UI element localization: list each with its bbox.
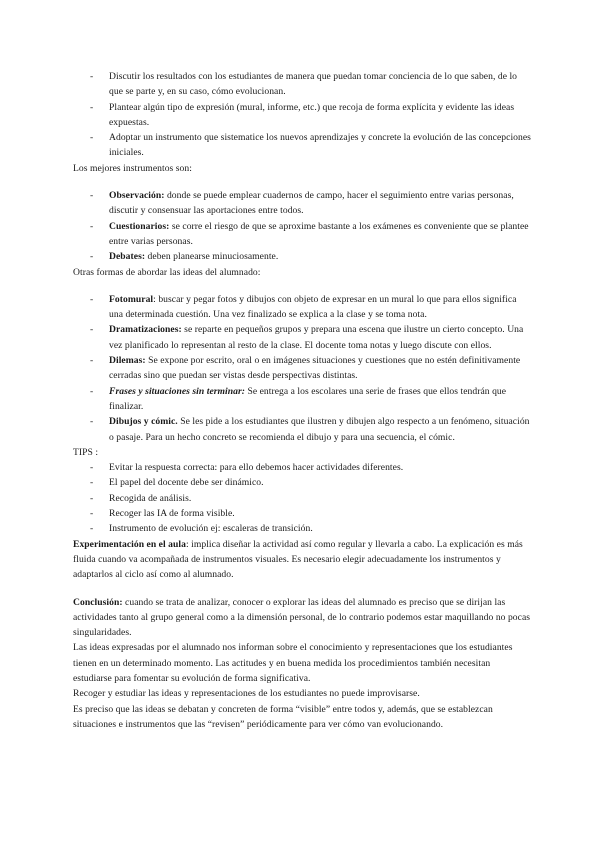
list-item [73, 249, 531, 264]
experimentacion-paragraph [73, 537, 531, 583]
reflection-list [73, 69, 531, 161]
list-item: - El papel del docente debe ser dinámico. [73, 475, 531, 490]
instruments-intro: Los mejores instrumentos son: [73, 162, 192, 174]
list-item [73, 292, 531, 323]
list-item: - Evitar la respuesta correcta: para ello debemos hacer actividades diferentes. [73, 460, 531, 475]
instruments-list [73, 188, 531, 264]
list-item [73, 188, 531, 219]
list-item [73, 384, 531, 415]
conclusion-paragraph [73, 595, 531, 641]
term: Conclusión: [73, 596, 123, 608]
list-item: - Adoptar un instrumento que sistematice los nuevos aprendizajes y concrete la evolución de las concepciones iniciales. [73, 130, 531, 161]
list-item [73, 322, 531, 353]
list-item: - Recoger las IA de forma visible. [73, 506, 531, 521]
tips-label: TIPS : [73, 446, 99, 458]
term: Cuestionarios: [109, 220, 170, 232]
list-item: - Plantear algún tipo de expresión (mural, informe, etc.) que recoja de forma explícita y evidente las ideas expuestas. [73, 100, 531, 131]
definition: : implica diseñar la actividad así como regular y llevarla a cabo. La explicación es más fluida cuando va acompañada de instrumentos visuales. Es necesario elegir adecuadamente los instrumentos y adaptarlos al ciclo así como al alumnado. [73, 538, 523, 581]
term: Dibujos y cómic. [109, 416, 178, 428]
definition: Se expone por escrito, oral o en imágenes situaciones y cuestiones que no estén definitivamente cerradas sino que puedan ser vistas desde perspectivas distintas. [109, 355, 521, 382]
definition: deben planearse minuciosamente. [145, 251, 279, 263]
list-item: - Recogida de análisis. [73, 491, 531, 506]
definition: Se les pide a los estudiantes que ilustren y dibujen algo respecto a un fenómeno, situación o pasaje. Para un hecho concreto se recomienda el dibujo y para una secuencia, el cómic. [109, 416, 530, 443]
definition: se corre el riesgo de que se aproxime bastante a los exámenes es conveniente que se plantee entre varias personas. [109, 220, 529, 247]
term: Fotomural [109, 293, 154, 305]
paragraph: Es preciso que las ideas se debatan y concreten de forma “visible” entre todos y, además, que se establezcan situaciones e instrumentos que las “revisen” periódicamente para ver cómo van evolucionando. [73, 703, 493, 730]
list-item [73, 353, 531, 384]
definition: donde se puede emplear cuadernos de campo, hacer el seguimiento entre varias personas, discutir y consensuar las aportaciones entre todos. [109, 190, 514, 217]
definition: Se entrega a los escolares una serie de frases que ellos tendrán que finalizar. [109, 385, 507, 412]
term: Observación: [109, 190, 165, 202]
tips-list [73, 460, 531, 536]
document-body [73, 69, 531, 732]
other-forms-list [73, 292, 531, 445]
list-item: - Discutir los resultados con los estudiantes de manera que puedan tomar conciencia de lo que saben, de lo que se parte y, en su caso, cómo evolucionan. [73, 69, 531, 100]
paragraph: Las ideas expresadas por el alumnado nos informan sobre el conocimiento y representaciones que los estudiantes tienen en un determinado momento. Las actitudes y en buena medida los procedimientos también necesitan estudiarse para fomentar su evolución de forma significativa. [73, 642, 513, 684]
definition: cuando se trata de analizar, conocer o explorar las ideas del alumnado es preciso que se dirijan las actividades tanto al grupo general como a la dimensión personal, de lo contrario podemos estar maquillando no pocas singularidades. [73, 596, 531, 639]
definition: : buscar y pegar fotos y dibujos con objeto de expresar en un mural lo que para ellos significa una determinada cuestión. Una vez finalizado se explica a la clase y se toma nota. [109, 293, 517, 321]
definition: se reparte en pequeños grupos y prepara una escena que ilustre un cierto concepto. Una vez planificado lo representan al resto de la clase. El docente toma notas y luego discute con ellos. [109, 324, 524, 351]
term: Dilemas: [109, 355, 146, 367]
list-item: - Instrumento de evolución ej: escaleras de transición. [73, 521, 531, 536]
list-item [73, 219, 531, 250]
term: Debates: [109, 251, 146, 263]
term: Dramatizaciones: [109, 324, 182, 336]
paragraph: Recoger y estudiar las ideas y representaciones de los estudiantes no puede improvisarse. [73, 688, 420, 700]
other-forms-intro: Otras formas de abordar las ideas del alumnado: [73, 266, 261, 278]
list-item [73, 414, 531, 445]
term: Experimentación en el aula [73, 538, 186, 550]
term: Frases y situaciones sin terminar: [109, 385, 246, 397]
